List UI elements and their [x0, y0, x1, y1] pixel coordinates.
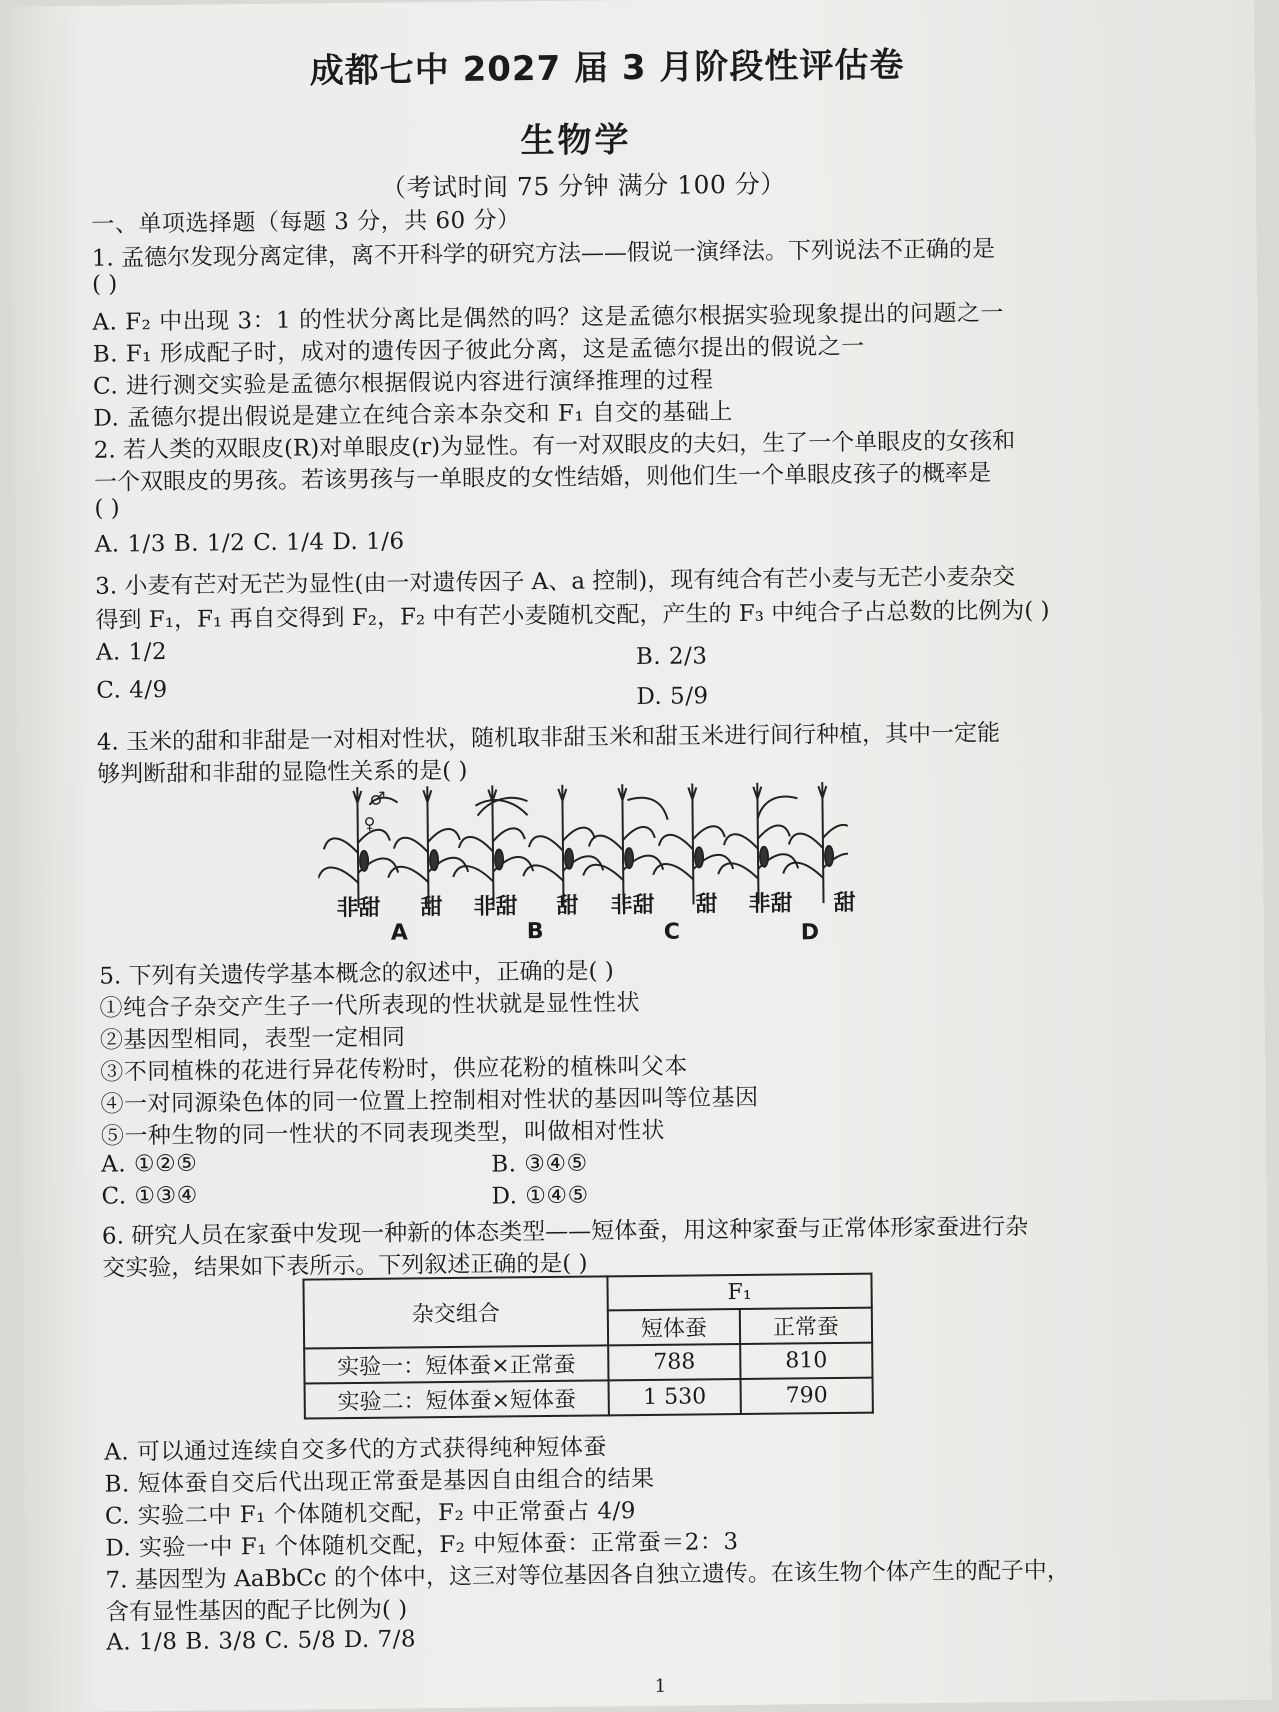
table-header-f1: F₁ [607, 1274, 871, 1311]
table-row [304, 1343, 872, 1384]
exam-title: 成都七中 2027 届 3 月阶段性评估卷 [309, 45, 905, 92]
table-cell-cross: 实验二：短体蚕×短体蚕 [305, 1380, 609, 1418]
results-table-wrap [302, 1273, 873, 1420]
q3-option-b: B. 2/3 [635, 643, 708, 671]
q6-option-b: B. 短体蚕自交后代出现正常蚕是基因自由组合的结果 [104, 1465, 655, 1498]
exam-info: （考试时间 75 分钟 满分 100 分） [380, 169, 786, 203]
plant-label-6: 甜 [695, 892, 718, 918]
table-row [305, 1378, 873, 1419]
female-symbol: ♀ [363, 813, 376, 833]
table-header-short: 短体蚕 [608, 1309, 740, 1345]
q6-option-d: D. 实验一中 F₁ 个体随机交配，F₂ 中短体蚕：正常蚕＝2：3 [105, 1529, 739, 1562]
q3-option-c: C. 4/9 [96, 676, 168, 704]
plant-label-1: 非甜 [336, 895, 381, 922]
table-cell-cross: 实验一：短体蚕×正常蚕 [304, 1345, 608, 1383]
exam-page [9, 0, 1272, 1712]
q1-option-c: C. 进行测交实验是孟德尔根据假说内容进行演绎推理的过程 [92, 367, 714, 400]
q3-option-d: D. 5/9 [636, 683, 709, 711]
table-cell-normal: 810 [740, 1343, 872, 1379]
q6-option-c: C. 实验二中 F₁ 个体随机交配，F₂ 中正常蚕占 4/9 [104, 1498, 637, 1530]
q7-stem-1: 7. 基因型为 AaBbCc 的个体中，这三对等位基因各自独立遗传。在该生物个体产生的配子中， [105, 1557, 1070, 1594]
q6-option-a: A. 可以通过连续自交多代的方式获得纯种短体蚕 [104, 1434, 608, 1466]
q7-stem-2: 含有显性基因的配子比例为( ) [105, 1596, 408, 1626]
plant-label-3: 非甜 [473, 894, 518, 920]
q5-statement-4: ④一对同源染色体的同一位置上控制相对性状的基因叫等位基因 [100, 1084, 759, 1118]
group-label-a: A [390, 920, 408, 946]
q3-stem-2: 得到 F₁，F₁ 再自交得到 F₂，F₂ 中有芒小麦随机交配，产生的 F₃ 中纯合子占总数的比例为( ) [95, 597, 1050, 634]
pollination-arrow-d [757, 796, 797, 818]
q5-statement-5: ⑤一种生物的同一性状的不同表现类型，叫做相对性状 [100, 1117, 666, 1150]
q2-stem-2: 一个双眼皮的男孩。若该男孩与一单眼皮的女性结婚，则他们生一个单眼皮孩子的概率是 [93, 460, 992, 496]
subject-title: 生物学 [520, 120, 632, 162]
results-table [302, 1273, 873, 1420]
q5-statement-1: ①纯合子杂交产生子一代所表现的性状就是显性性状 [99, 990, 641, 1022]
q3-stem-1: 3. 小麦有芒对无芒为显性(由一对遗传因子 A、a 控制)，现有纯合有芒小麦与无芒小麦杂交 [95, 564, 1016, 600]
plant-label-4: 甜 [556, 893, 579, 919]
group-label-c: C [663, 919, 681, 945]
table-header-normal: 正常蚕 [740, 1308, 872, 1344]
group-label-d: D [800, 920, 820, 946]
group-label-b: B [526, 919, 544, 945]
q6-stem-1: 6. 研究人员在家蚕中发现一种新的体态类型——短体蚕，用这种家蚕与正常体形家蚕进行杂 [101, 1213, 1029, 1250]
q4-stem-2: 够判断甜和非甜的显隐性关系的是( ) [97, 757, 468, 788]
table-cell-normal: 790 [741, 1378, 873, 1414]
corn-plant-icon [652, 783, 733, 905]
page-number: 1 [654, 1675, 667, 1697]
q2-options: A. 1/3 B. 1/2 C. 1/4 D. 1/6 [94, 528, 405, 558]
q7-options: A. 1/8 B. 3/8 C. 5/8 D. 7/8 [106, 1626, 417, 1656]
q1-bracket: ( ) [91, 271, 118, 298]
q1-option-a: A. F₂ 中出现 3：1 的性状分离比是偶然的吗？这是孟德尔根据实验现象提出的问题之一 [92, 300, 1005, 336]
q5-stem: 5. 下列有关遗传学基本概念的叙述中，正确的是( ) [99, 958, 614, 990]
q3-option-a: A. 1/2 [95, 638, 168, 666]
table-cell-short: 1 530 [609, 1379, 741, 1415]
q5-statement-3: ③不同植株的花进行异花传粉时，供应花粉的植株叫父本 [100, 1053, 688, 1086]
q2-stem-1: 2. 若人类的双眼皮(R)对单眼皮(r)为显性。有一对双眼皮的夫妇，生了一个单眼皮的女孩和 [93, 428, 1016, 464]
q5-option-c: C. ①③④ [101, 1182, 198, 1210]
pollination-arrow-b1 [475, 800, 527, 816]
q1-stem: 1. 孟德尔发现分离定律，离不开科学的研究方法——假说一演绎法。下列说法不正确的是 [91, 236, 996, 272]
pollination-arrow-c [627, 797, 667, 820]
q5-statement-2: ②基因型相同，表型一定相同 [99, 1024, 406, 1054]
q4-stem-1: 4. 玉米的甜和非甜是一对相对性状，随机取非甜玉米和甜玉米进行间行种植，其中一定能 [96, 720, 1001, 756]
q6-stem-2: 交实验，结果如下表所示。下列叙述正确的是( ) [102, 1250, 588, 1282]
male-symbol: ♂ [369, 788, 386, 810]
q5-option-d: D. ①④⑤ [491, 1182, 589, 1210]
q1-option-d: D. 孟德尔提出假说是建立在纯合亲本杂交和 F₁ 自交的基础上 [93, 399, 734, 432]
table-header-cross: 杂交组合 [303, 1276, 608, 1348]
plant-label-7: 非甜 [748, 891, 793, 917]
section-heading: 一、单项选择题（每题 3 分，共 60 分） [91, 207, 521, 238]
plant-label-2: 甜 [420, 895, 443, 921]
plant-label-5: 非甜 [610, 892, 655, 919]
q2-bracket: ( ) [94, 495, 120, 522]
q5-option-b: B. ③④⑤ [491, 1150, 588, 1178]
table-cell-short: 788 [608, 1344, 740, 1380]
plant-label-8: 甜 [833, 890, 856, 916]
q5-option-a: A. ①②⑤ [101, 1150, 198, 1178]
q1-option-b: B. F₁ 形成配子时，成对的遗传因子彼此分离，这是孟德尔提出的假说之一 [92, 333, 865, 368]
